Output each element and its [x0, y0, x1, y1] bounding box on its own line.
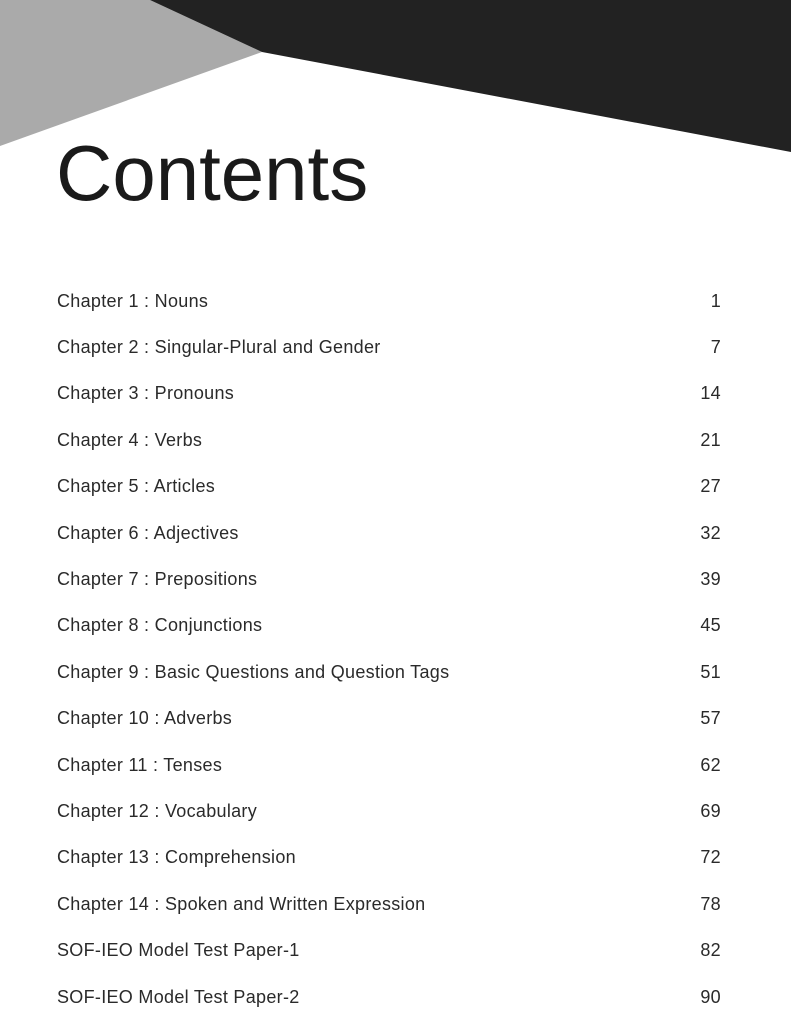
toc-entry-label: Chapter 3 : Pronouns	[57, 383, 235, 404]
toc-entry-page: 14	[700, 383, 721, 404]
toc-entry-label: Chapter 13 : Comprehension	[57, 847, 296, 868]
toc-entry[interactable]	[57, 510, 721, 556]
toc-entry-label: SOF-IEO Model Test Paper-2	[57, 986, 300, 1007]
toc-entry-page: 82	[700, 940, 721, 961]
toc-entry-label: SOF-IEO Model Test Paper-1	[57, 940, 300, 961]
toc-entry-label: Chapter 14 : Spoken and Written Expression	[57, 893, 426, 914]
toc-entry-label: Chapter 11 : Tenses	[57, 754, 223, 775]
table-of-contents	[57, 278, 721, 1020]
toc-entry-label: Chapter 5 : Articles	[57, 476, 216, 497]
toc-entry[interactable]	[57, 742, 721, 788]
toc-entry-page: 39	[700, 569, 721, 590]
page-title: Contents	[56, 129, 369, 217]
toc-entry-label: Chapter 4 : Verbs	[57, 429, 203, 450]
toc-entry-label: Chapter 7 : Prepositions	[57, 569, 258, 590]
toc-entry[interactable]	[57, 371, 721, 417]
toc-entry-page: 1	[710, 290, 721, 311]
toc-entry-label: Chapter 1 : Nouns	[57, 290, 209, 311]
toc-entry-page: 32	[700, 522, 721, 543]
toc-entry[interactable]	[57, 649, 721, 695]
toc-entry[interactable]	[57, 556, 721, 602]
toc-entry-page: 57	[700, 708, 721, 729]
toc-entry[interactable]	[57, 417, 721, 463]
toc-entry[interactable]	[57, 324, 721, 370]
toc-entry-page: 62	[700, 754, 721, 775]
toc-entry[interactable]	[57, 835, 721, 881]
toc-entry[interactable]	[57, 696, 721, 742]
toc-entry-label: Chapter 6 : Adjectives	[57, 522, 239, 543]
toc-entry-label: Chapter 12 : Vocabulary	[57, 800, 258, 821]
toc-entry[interactable]	[57, 927, 721, 973]
toc-entry-page: 72	[700, 847, 721, 868]
toc-entry-label: Chapter 2 : Singular-Plural and Gender	[57, 337, 381, 358]
toc-entry-page: 45	[700, 615, 721, 636]
toc-entry[interactable]	[57, 464, 721, 510]
toc-entry-page: 69	[700, 800, 721, 821]
toc-entry-page: 7	[710, 337, 721, 358]
toc-entry-page: 90	[700, 986, 721, 1007]
toc-entry-label: Chapter 9 : Basic Questions and Question Tags	[57, 661, 450, 682]
toc-entry[interactable]	[57, 974, 721, 1020]
toc-entry[interactable]	[57, 278, 721, 324]
toc-entry-page: 78	[700, 893, 721, 914]
toc-entry-page: 27	[700, 476, 721, 497]
toc-entry[interactable]	[57, 788, 721, 834]
toc-entry-page: 51	[700, 661, 721, 682]
toc-entry-label: Chapter 10 : Adverbs	[57, 708, 233, 729]
toc-entry-page: 21	[700, 429, 721, 450]
toc-entry[interactable]	[57, 881, 721, 927]
toc-entry-label: Chapter 8 : Conjunctions	[57, 615, 263, 636]
toc-entry[interactable]	[57, 603, 721, 649]
